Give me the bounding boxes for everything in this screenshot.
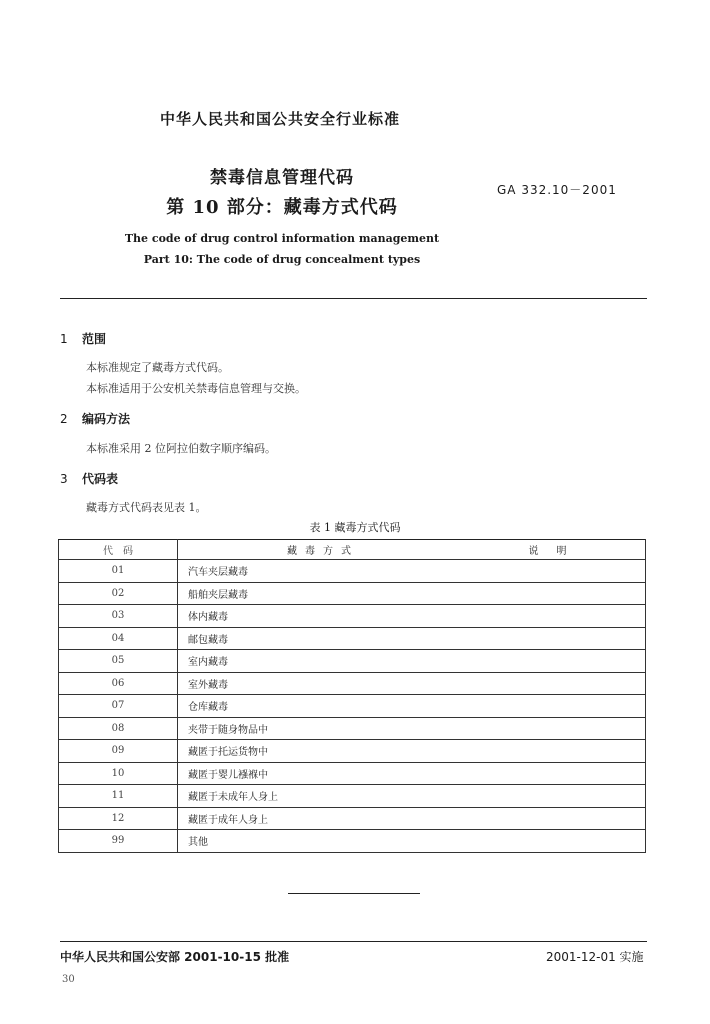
table-row [59,695,646,718]
table-row [59,672,646,695]
row-code: 05 [59,650,178,673]
table-row [59,762,646,785]
row-method: 藏匿于成年人身上 [178,807,469,830]
header-note: 说明 [468,540,646,560]
paragraph: 藏毒方式代码表见表 1。 [86,501,207,514]
section-title: 范围 [82,332,107,346]
row-method: 仓库藏毒 [178,695,469,718]
row-note [468,582,646,605]
row-method: 船舶夹层藏毒 [178,582,469,605]
row-note [468,785,646,808]
english-title: The code of drug control information management [124,232,440,245]
row-method: 汽车夹层藏毒 [178,560,469,583]
row-method: 室外藏毒 [178,672,469,695]
row-note [468,762,646,785]
header-code: 代 码 [59,540,178,560]
page-number: 30 [62,974,75,985]
row-code: 03 [59,605,178,628]
row-code: 99 [59,830,178,853]
row-note [468,695,646,718]
table-row [59,560,646,583]
section-title: 编码方法 [82,412,131,426]
row-code: 02 [59,582,178,605]
row-note [468,717,646,740]
paragraph: 本标准适用于公安机关禁毒信息管理与交换。 [86,382,306,395]
section-heading [60,330,106,347]
row-note [468,830,646,853]
approval-date: 中华人民共和国公安部 2001-10-15 批准 [60,950,290,964]
table-caption: 表 1 藏毒方式代码 [309,521,401,534]
issuing-organization: 中华人民共和国公共安全行业标准 [159,110,400,128]
row-note [468,627,646,650]
paragraph: 本标准规定了藏毒方式代码。 [86,361,229,374]
row-note [468,605,646,628]
table-row [59,807,646,830]
section-heading [60,470,118,487]
header-divider [60,298,647,299]
row-code: 08 [59,717,178,740]
section-title: 代码表 [82,472,119,486]
row-method: 邮包藏毒 [178,627,469,650]
row-method: 藏匿于未成年人身上 [178,785,469,808]
row-code: 09 [59,740,178,763]
row-method: 体内藏毒 [178,605,469,628]
row-code: 10 [59,762,178,785]
code-table [58,539,646,853]
standard-number: GA 332.10－2001 [497,183,617,197]
row-method: 藏匿于托运货物中 [178,740,469,763]
row-method: 夹带于随身物品中 [178,717,469,740]
table-row [59,627,646,650]
paragraph: 本标准采用 2 位阿拉伯数字顺序编码。 [86,442,276,455]
section-number: 2 [60,412,68,426]
table-row [59,582,646,605]
footer-divider [60,941,647,942]
table-row [59,740,646,763]
row-note [468,740,646,763]
row-method: 藏匿于婴儿襁褓中 [178,762,469,785]
table-row [59,830,646,853]
table-row [59,717,646,740]
row-code: 11 [59,785,178,808]
section-number: 1 [60,332,68,346]
section-number: 3 [60,472,68,486]
table-row [59,650,646,673]
document-subtitle: 第 10 部分：藏毒方式代码 [166,197,398,218]
row-note [468,672,646,695]
row-code: 06 [59,672,178,695]
row-note [468,560,646,583]
english-subtitle: Part 10: The code of drug concealment types [143,253,421,266]
section-heading [60,410,130,427]
row-method: 其他 [178,830,469,853]
implementation-date: 2001-12-01 实施 [546,950,644,964]
document-title: 禁毒信息管理代码 [210,168,354,188]
row-note [468,650,646,673]
row-code: 04 [59,627,178,650]
table-row [59,785,646,808]
row-note [468,807,646,830]
table-body [59,560,646,853]
end-mark-line [288,893,420,894]
table-header-row [59,540,646,560]
table-row [59,605,646,628]
header-method: 藏毒方式 [178,540,469,560]
row-code: 12 [59,807,178,830]
row-method: 室内藏毒 [178,650,469,673]
row-code: 07 [59,695,178,718]
row-code: 01 [59,560,178,583]
